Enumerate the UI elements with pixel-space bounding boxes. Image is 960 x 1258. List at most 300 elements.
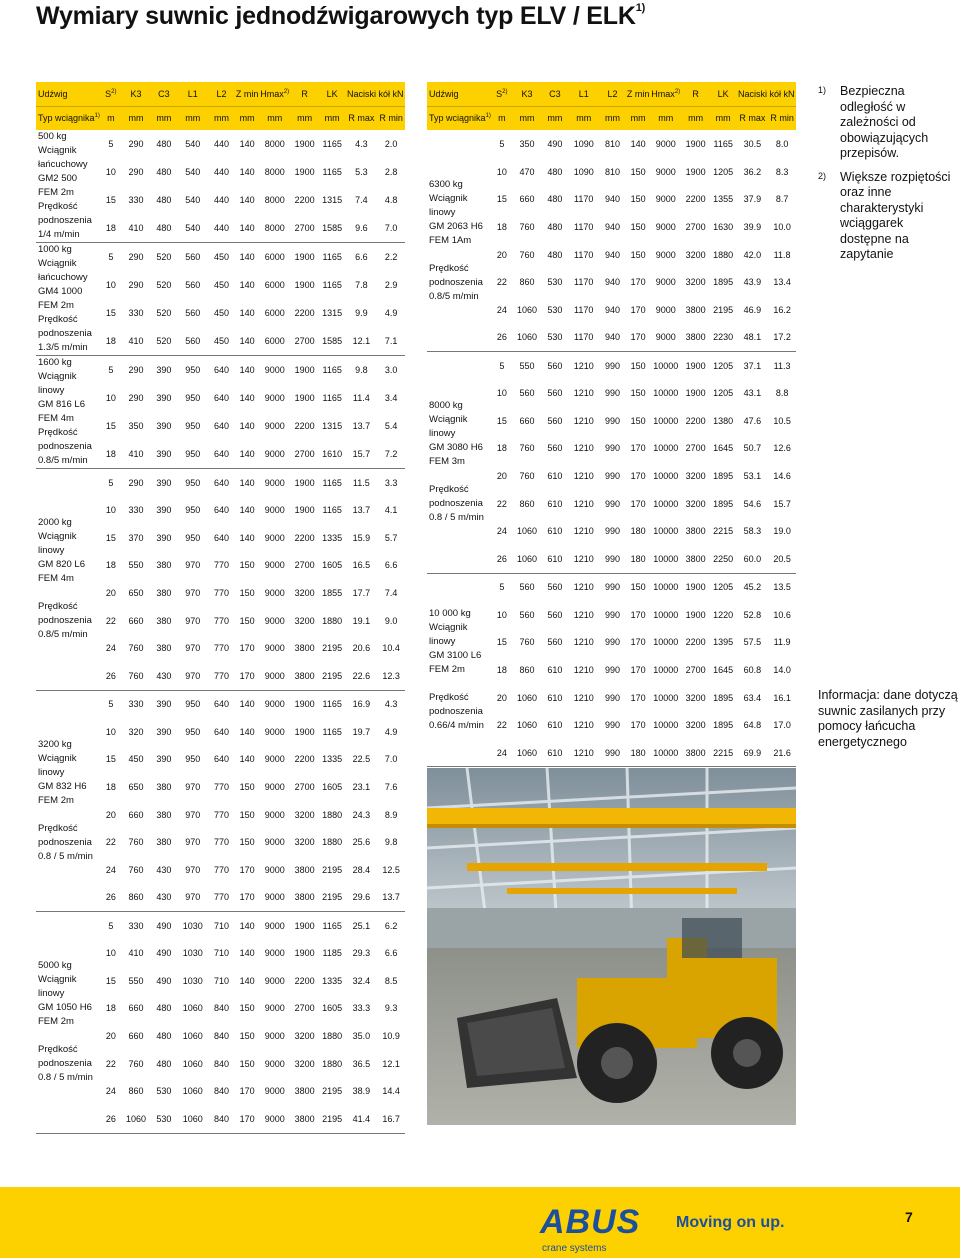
table-cell: 860: [122, 884, 150, 912]
table-cell: 10000: [650, 739, 681, 767]
dimensions-table-left: [36, 82, 405, 1134]
table-cell: 520: [156, 251, 172, 262]
table-cell: 10000: [653, 360, 679, 371]
table-cell: 480: [156, 1031, 172, 1042]
table-cell: 18: [100, 327, 122, 355]
table-cell: 2700: [294, 781, 315, 792]
table-cell: 8000: [264, 139, 285, 150]
table-cell: 480: [156, 195, 172, 206]
table-cell: 13.7: [377, 884, 405, 912]
table-cell: 290: [128, 139, 144, 150]
table-cell: 15: [496, 415, 507, 426]
table-cell: 11.8: [773, 249, 791, 260]
table-cell: 3.0: [384, 364, 398, 375]
table-cell: 610: [547, 720, 563, 731]
header-unit: mm: [235, 106, 259, 130]
table-cell: 6000: [264, 251, 285, 262]
header-cell: K3: [122, 82, 150, 106]
table-cell: 560: [519, 388, 535, 399]
table-cell: 1165: [322, 920, 342, 931]
table-cell: 140: [239, 139, 255, 150]
table-cell: 1895: [713, 277, 734, 288]
table-cell: 1335: [322, 975, 343, 986]
table-cell: 37.9: [743, 194, 762, 205]
table-cell: 18: [100, 214, 122, 242]
table-cell: 24: [105, 1086, 116, 1097]
hoist-description: 2000 kg Wciągnik linowy GM 820 L6 FEM 4m Prędkość podnoszenia 0.8/5 m/min: [36, 469, 100, 691]
header-unit: mm: [319, 106, 346, 130]
table-cell: 9000: [259, 440, 290, 468]
header-cell: C3: [541, 82, 569, 106]
header-unit: R max: [737, 106, 769, 130]
table-cell: 6.2: [384, 920, 398, 931]
footnote-number: 1): [818, 85, 827, 95]
table-cell: 1030: [182, 920, 203, 931]
table-cell: 20: [105, 809, 116, 820]
table-cell: 760: [122, 662, 150, 690]
table-cell: 760: [519, 637, 535, 648]
table-cell: 390: [156, 364, 172, 375]
table-cell: 1610: [319, 440, 346, 468]
table-cell: 2.2: [384, 251, 398, 262]
table-cell: 2200: [294, 975, 315, 986]
table-cell: 640: [213, 754, 229, 765]
table-cell: 1060: [513, 324, 541, 352]
header-unit: mm: [259, 106, 290, 130]
table-cell: 430: [156, 864, 172, 875]
table-cell: 1165: [322, 364, 342, 375]
dimensions-table-right: [427, 82, 796, 767]
table-cell: 660: [519, 415, 535, 426]
table-cell: 2195: [322, 643, 343, 654]
table-cell: 8000: [259, 214, 290, 242]
table-cell: 140: [239, 195, 255, 206]
page-number: 7: [905, 1209, 913, 1225]
table-cell: 760: [519, 443, 535, 454]
table-cell: 2195: [319, 662, 346, 690]
table-cell: 940: [604, 249, 620, 260]
table-cell: 480: [547, 194, 563, 205]
table-cell: 170: [626, 324, 650, 352]
table-cell: 1165: [322, 251, 342, 262]
table-cell: 8.9: [384, 809, 398, 820]
table-cell: 2195: [713, 304, 734, 315]
table-cell: 550: [128, 975, 144, 986]
table-cell: 150: [239, 1058, 255, 1069]
header-cell: L1: [569, 82, 599, 106]
table-cell: 14.0: [773, 664, 791, 675]
table-cell: 540: [178, 214, 208, 242]
table-cell: 390: [156, 699, 172, 710]
table-cell: 17.7: [352, 588, 371, 599]
table-cell: 560: [547, 360, 563, 371]
table-cell: 8.5: [384, 975, 398, 986]
table-cell: 560: [547, 637, 563, 648]
table-cell: 1170: [569, 324, 599, 352]
table-cell: 23.1: [352, 781, 371, 792]
table-cell: 18: [100, 440, 122, 468]
table-cell: 41.4: [346, 1105, 378, 1133]
table-cell: 450: [213, 251, 229, 262]
table-cell: 1880: [322, 1031, 343, 1042]
table-cell: 1900: [294, 364, 315, 375]
table-cell: 1315: [322, 308, 343, 319]
hoist-description: 6300 kg Wciągnik linowy GM 2063 H6 FEM 1Am Prędkość podnoszenia 0.8/5 m/min: [427, 130, 491, 352]
table-cell: 3800: [681, 324, 709, 352]
header-unit: mm: [650, 106, 681, 130]
table-cell: 19.1: [352, 615, 371, 626]
table-cell: 640: [213, 726, 229, 737]
table-cell: 5: [108, 699, 114, 710]
table-cell: 9000: [264, 754, 285, 765]
table-cell: 12.6: [773, 443, 791, 454]
table-cell: 10000: [653, 471, 679, 482]
table-row: [36, 356, 405, 384]
table-cell: 1060: [182, 1086, 203, 1097]
table-cell: 1585: [319, 327, 346, 355]
table-cell: 10: [105, 948, 116, 959]
table-cell: 20: [496, 692, 507, 703]
table-row: [36, 243, 405, 271]
table-cell: 15.9: [352, 532, 371, 543]
table-cell: 970: [185, 560, 201, 571]
table-cell: 1060: [513, 739, 541, 767]
table-cell: 610: [547, 498, 563, 509]
table-cell: 20: [105, 588, 116, 599]
table-cell: 180: [626, 545, 650, 573]
table-cell: 990: [599, 739, 627, 767]
header-cell: Hmax$^{2)}$: [259, 82, 290, 106]
table-cell: 10000: [653, 415, 679, 426]
table-cell: 450: [213, 279, 229, 290]
table-row: [36, 469, 405, 497]
table-cell: 22.6: [346, 662, 378, 690]
table-cell: 1895: [713, 471, 734, 482]
table-cell: 770: [213, 615, 229, 626]
table-cell: 1210: [573, 415, 594, 426]
header-cell: Typ wciągnika$^{1)}$: [36, 106, 100, 130]
table-cell: 140: [239, 699, 255, 710]
table-row: [36, 912, 405, 940]
table-cell: 3200: [294, 1058, 315, 1069]
table-cell: 490: [156, 975, 172, 986]
table-cell: 1210: [573, 388, 594, 399]
header-unit: mm: [626, 106, 650, 130]
table-cell: 5: [499, 582, 505, 593]
table-cell: 330: [128, 699, 144, 710]
table-cell: 150: [239, 809, 255, 820]
header-unit: mm: [208, 106, 236, 130]
table-cell: 290: [128, 364, 144, 375]
table-cell: 840: [213, 1086, 229, 1097]
table-cell: 760: [128, 643, 144, 654]
table-cell: 28.4: [352, 864, 371, 875]
table-cell: 970: [185, 809, 201, 820]
table-cell: 840: [213, 1031, 229, 1042]
table-cell: 9000: [264, 560, 285, 571]
table-cell: 10000: [653, 720, 679, 731]
table-cell: 10000: [653, 692, 679, 703]
table-cell: 7.1: [377, 327, 405, 355]
table-cell: 42.0: [743, 249, 762, 260]
table-cell: 24: [105, 864, 116, 875]
table-cell: 2200: [685, 194, 706, 205]
table-cell: 1880: [322, 809, 343, 820]
table-cell: 140: [239, 532, 255, 543]
table-cell: 2700: [685, 221, 706, 232]
table-cell: 3800: [294, 864, 315, 875]
header-cell: R: [290, 82, 318, 106]
table-cell: 9000: [264, 920, 285, 931]
table-cell: 170: [630, 720, 646, 731]
table-cell: 350: [128, 421, 144, 432]
table-cell: 8000: [264, 195, 285, 206]
table-cell: 20: [105, 1031, 116, 1042]
table-cell: 10.4: [382, 643, 400, 654]
table-cell: 390: [156, 505, 172, 516]
table-cell: 9.0: [384, 615, 398, 626]
table-cell: 640: [213, 392, 229, 403]
table-cell: 1090: [573, 138, 594, 149]
table-cell: 1165: [322, 505, 342, 516]
table-cell: 38.9: [352, 1086, 371, 1097]
table-cell: 950: [185, 505, 201, 516]
table-cell: 560: [185, 279, 201, 290]
table-cell: 660: [128, 615, 144, 626]
footnotes: [818, 84, 958, 271]
table-cell: 12.1: [346, 327, 378, 355]
table-cell: 5: [499, 138, 505, 149]
table-cell: 1170: [574, 304, 594, 315]
table-cell: 290: [128, 392, 144, 403]
table-cell: 9000: [264, 864, 285, 875]
table-cell: 13.5: [773, 582, 791, 593]
table-cell: 3.3: [384, 477, 398, 488]
table-cell: 5: [108, 920, 114, 931]
header-cell: Udźwig: [36, 82, 100, 106]
table-cell: 1900: [294, 505, 315, 516]
table-cell: 15: [105, 532, 116, 543]
table-cell: 1645: [713, 443, 734, 454]
table-cell: 560: [547, 582, 563, 593]
table-cell: 10: [105, 505, 116, 516]
table-cell: 1210: [573, 582, 594, 593]
table-cell: 5: [108, 251, 114, 262]
table-cell: 150: [630, 166, 646, 177]
table-cell: 3200: [685, 249, 706, 260]
table-cell: 140: [239, 975, 255, 986]
table-cell: 15: [105, 975, 116, 986]
table-cell: 1170: [574, 277, 594, 288]
table-cell: 63.4: [743, 692, 762, 703]
table-cell: 150: [239, 588, 255, 599]
table-cell: 140: [239, 948, 255, 959]
table-cell: 1170: [574, 249, 594, 260]
table-cell: 560: [547, 388, 563, 399]
table-cell: 170: [630, 471, 646, 482]
table-cell: 810: [604, 166, 620, 177]
table-cell: 140: [239, 167, 255, 178]
table-cell: 3800: [290, 662, 318, 690]
table-cell: 9000: [264, 699, 285, 710]
table-cell: 480: [547, 249, 563, 260]
table-cell: 140: [239, 308, 255, 319]
table-cell: 10: [105, 167, 116, 178]
table-cell: 1030: [182, 948, 203, 959]
table-cell: 1900: [294, 699, 315, 710]
header-unit: mm: [290, 106, 318, 130]
table-cell: 170: [630, 692, 646, 703]
table-cell: 150: [239, 615, 255, 626]
table-cell: 9000: [264, 588, 285, 599]
table-cell: 10000: [653, 388, 679, 399]
table-cell: 19.7: [352, 726, 371, 737]
table-cell: 48.1: [737, 324, 769, 352]
table-cell: 480: [156, 1003, 172, 1014]
header-unit: mm: [541, 106, 569, 130]
table-cell: 11.9: [773, 637, 791, 648]
table-cell: 640: [213, 699, 229, 710]
table-cell: 810: [604, 138, 620, 149]
table-cell: 9000: [264, 477, 285, 488]
table-cell: 10000: [650, 545, 681, 573]
table-cell: 2200: [294, 308, 315, 319]
table-cell: 9000: [264, 1058, 285, 1069]
table-cell: 7.2: [377, 440, 405, 468]
table-cell: 1165: [322, 139, 342, 150]
table-cell: 760: [128, 1058, 144, 1069]
table-cell: 380: [156, 560, 172, 571]
table-cell: 940: [604, 304, 620, 315]
table-cell: 16.5: [352, 560, 371, 571]
table-row: [427, 130, 796, 158]
table-cell: 940: [604, 194, 620, 205]
table-cell: 1030: [182, 975, 203, 986]
table-cell: 37.1: [743, 360, 762, 371]
table-cell: 9000: [264, 781, 285, 792]
table-cell: 440: [208, 214, 236, 242]
table-cell: 1900: [294, 167, 315, 178]
table-cell: 950: [185, 754, 201, 765]
table-row: [36, 690, 405, 718]
table-cell: 530: [547, 304, 563, 315]
table-cell: 7.8: [355, 279, 368, 290]
table-cell: 3200: [294, 588, 315, 599]
table-cell: 9000: [264, 726, 285, 737]
table-cell: 60.0: [737, 545, 769, 573]
table-cell: 480: [547, 221, 563, 232]
table-cell: 1060: [182, 1003, 203, 1014]
table-cell: 13.4: [773, 277, 791, 288]
table-cell: 24.3: [352, 809, 371, 820]
table-cell: 24: [496, 526, 507, 537]
table-cell: 760: [519, 249, 535, 260]
table-cell: 560: [185, 308, 201, 319]
table-cell: 480: [156, 167, 172, 178]
table-cell: 9000: [264, 392, 285, 403]
table-cell: 990: [604, 526, 620, 537]
table-cell: 7.0: [377, 214, 405, 242]
table-cell: 530: [541, 324, 569, 352]
table-cell: 1165: [322, 392, 342, 403]
table-cell: 9000: [655, 277, 676, 288]
header-unit: m: [100, 106, 122, 130]
table-cell: 1880: [713, 249, 734, 260]
table-cell: 640: [213, 505, 229, 516]
table-cell: 3200: [294, 1031, 315, 1042]
table-cell: 20.6: [352, 643, 371, 654]
footnote-text: Większe rozpiętości oraz inne charakterystyki wciąggarek dostępne na zapytanie: [840, 169, 951, 261]
table-cell: 140: [239, 726, 255, 737]
table-cell: 5: [108, 139, 114, 150]
table-cell: 760: [128, 837, 144, 848]
table-cell: 410: [122, 440, 150, 468]
table-cell: 990: [604, 415, 620, 426]
table-cell: 150: [630, 249, 646, 260]
table-cell: 1210: [569, 545, 599, 573]
page-title: Wymiary suwnic jednodźwigarowych typ ELV / ELK$^{1)}$: [36, 1, 646, 30]
table-cell: 180: [630, 526, 646, 537]
table-cell: 950: [185, 421, 201, 432]
table-cell: 52.8: [743, 609, 762, 620]
table-cell: 770: [213, 588, 229, 599]
hoist-description: 8000 kg Wciągnik linowy GM 3080 H6 FEM 3m Prędkość podnoszenia 0.8 / 5 m/min: [427, 352, 491, 574]
table-cell: 1210: [573, 471, 594, 482]
table-cell: 47.6: [743, 415, 762, 426]
hoist-description: 1600 kg Wciągnik linowy GM 816 L6 FEM 4m Prędkość podnoszenia 0.8/5 m/min: [36, 356, 100, 469]
table-cell: 4.9: [384, 726, 398, 737]
table-cell: 2200: [294, 754, 315, 765]
table-cell: 610: [547, 692, 563, 703]
table-cell: 1060: [178, 1105, 208, 1133]
table-cell: 440: [213, 139, 229, 150]
table-cell: 170: [630, 609, 646, 620]
table-cell: 9000: [259, 884, 290, 912]
table-cell: 940: [599, 324, 627, 352]
table-cell: 10: [105, 392, 116, 403]
table-cell: 10000: [653, 443, 679, 454]
table-cell: 1315: [322, 421, 343, 432]
table-cell: 21.6: [768, 739, 796, 767]
table-cell: 770: [213, 809, 229, 820]
table-cell: 450: [208, 327, 236, 355]
table-cell: 24: [496, 304, 507, 315]
header-cell: Hmax$^{2)}$: [650, 82, 681, 106]
table-cell: 9.8: [355, 364, 368, 375]
table-cell: 9.8: [384, 837, 398, 848]
table-cell: 10: [496, 388, 507, 399]
footer-bar: [0, 1187, 960, 1258]
table-cell: 390: [156, 477, 172, 488]
table-cell: 1210: [569, 739, 599, 767]
table-cell: 650: [128, 781, 144, 792]
table-cell: 770: [208, 884, 236, 912]
table-cell: 7.6: [384, 781, 398, 792]
table-cell: 3800: [685, 526, 706, 537]
table-cell: 170: [630, 637, 646, 648]
table-cell: 1900: [685, 582, 706, 593]
table-cell: 16.7: [377, 1105, 405, 1133]
table-cell: 970: [178, 662, 208, 690]
table-cell: 530: [156, 1086, 172, 1097]
header-cell: Typ wciągnika$^{1)}$: [427, 106, 491, 130]
table-cell: 170: [239, 643, 255, 654]
table-cell: 1380: [713, 415, 734, 426]
table-cell: 2195: [322, 1086, 343, 1097]
table-cell: 3200: [294, 615, 315, 626]
header-cell: Udźwig: [427, 82, 491, 106]
crane-factory-image: [427, 768, 796, 1125]
